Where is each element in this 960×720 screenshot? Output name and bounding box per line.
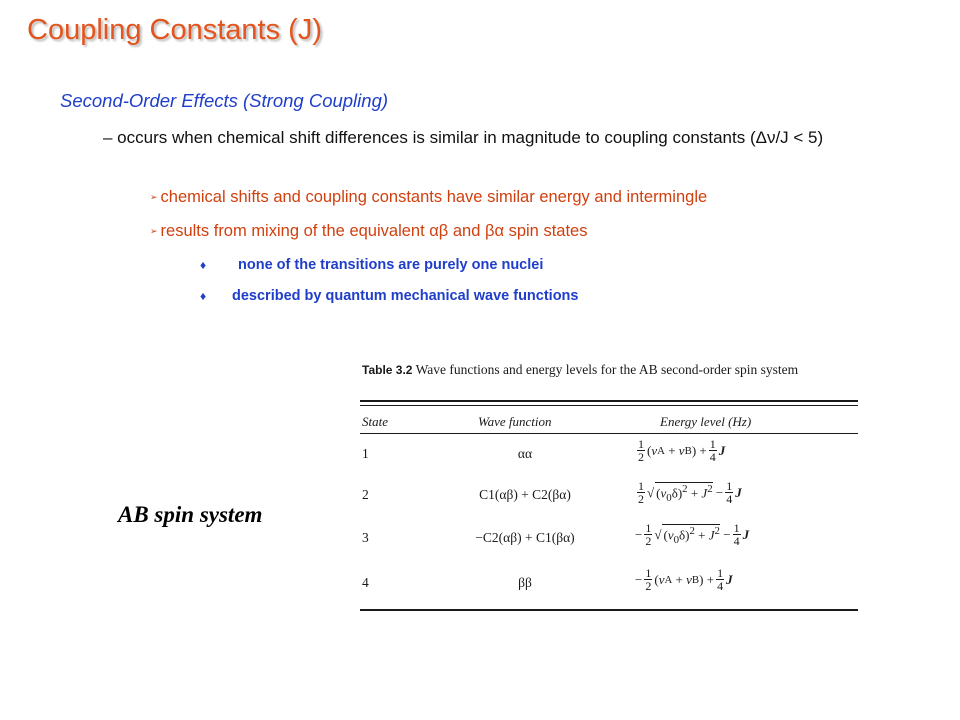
page-title: Coupling Constants (J): [27, 14, 322, 46]
row-energy: $\frac{1}{2}$ ( ν A + ν B ) + $\frac{1}{4}$ J: [638, 437, 726, 464]
row-wave-function: ββ: [518, 575, 532, 590]
row-wave-function: C1(αβ) + C2(βα): [479, 487, 571, 502]
row-state: 3: [362, 530, 369, 545]
diamond-bullet-icon: ♦: [200, 258, 207, 272]
sub-bullet-item: [200, 288, 578, 304]
header-energy: Energy level (Hz): [660, 414, 752, 429]
bullet-text: results from mixing of the equivalent αβ and βα spin states: [160, 222, 588, 240]
table-caption-text: Wave functions and energy levels for the AB second-order spin system: [415, 362, 799, 377]
ab-spin-system-label: AB spin system: [118, 502, 263, 527]
table-rule-bottom: [360, 609, 858, 611]
header-state: State: [362, 414, 388, 429]
definition-text: – occurs when chemical shift differences is similar in magnitude to coupling constants (Δν/J < 5): [103, 128, 824, 147]
row-energy: $\frac{1}{2}$ √ $(\nu_0\delta)^2 + J^2$ − $\frac{1}{4}$ J: [638, 479, 742, 506]
sub-bullet-text: none of the transitions are purely one nuclei: [238, 257, 544, 273]
table-rule-top-2: [360, 405, 858, 406]
header-wave-function: Wave function: [478, 414, 552, 429]
row-state: 2: [362, 487, 369, 502]
bullet-item: [150, 188, 707, 207]
sub-bullet-item: [200, 257, 543, 273]
table-rule-header: [360, 433, 858, 434]
row-energy: − $\frac{1}{2}$ ( ν A + ν B ) + $\frac{1}{4}$ J: [635, 566, 733, 593]
arrowhead-bullet-icon: ➢: [150, 192, 158, 202]
row-wave-function: αα: [517, 446, 533, 461]
row-state: 4: [362, 575, 369, 590]
bullet-item: [150, 222, 587, 241]
bullet-text: chemical shifts and coupling constants have similar energy and intermingle: [160, 188, 708, 206]
sub-bullet-text: described by quantum mechanical wave functions: [232, 288, 579, 304]
row-energy: − $\frac{1}{2}$ √ $(\nu_0\delta)^2 + J^2$ − $\frac{1}{4}$ J: [635, 521, 750, 548]
row-wave-function: −C2(αβ) + C1(βα): [475, 530, 575, 545]
table-caption-label: Table 3.2: [362, 363, 413, 377]
arrowhead-bullet-icon: ➢: [150, 226, 158, 236]
row-state: 1: [362, 446, 369, 461]
diamond-bullet-icon: ♦: [200, 289, 207, 303]
table-rule-top: [360, 400, 858, 402]
table-caption: [362, 362, 857, 378]
section-subtitle: Second-Order Effects (Strong Coupling): [60, 90, 389, 111]
wave-function-table: [360, 362, 860, 616]
